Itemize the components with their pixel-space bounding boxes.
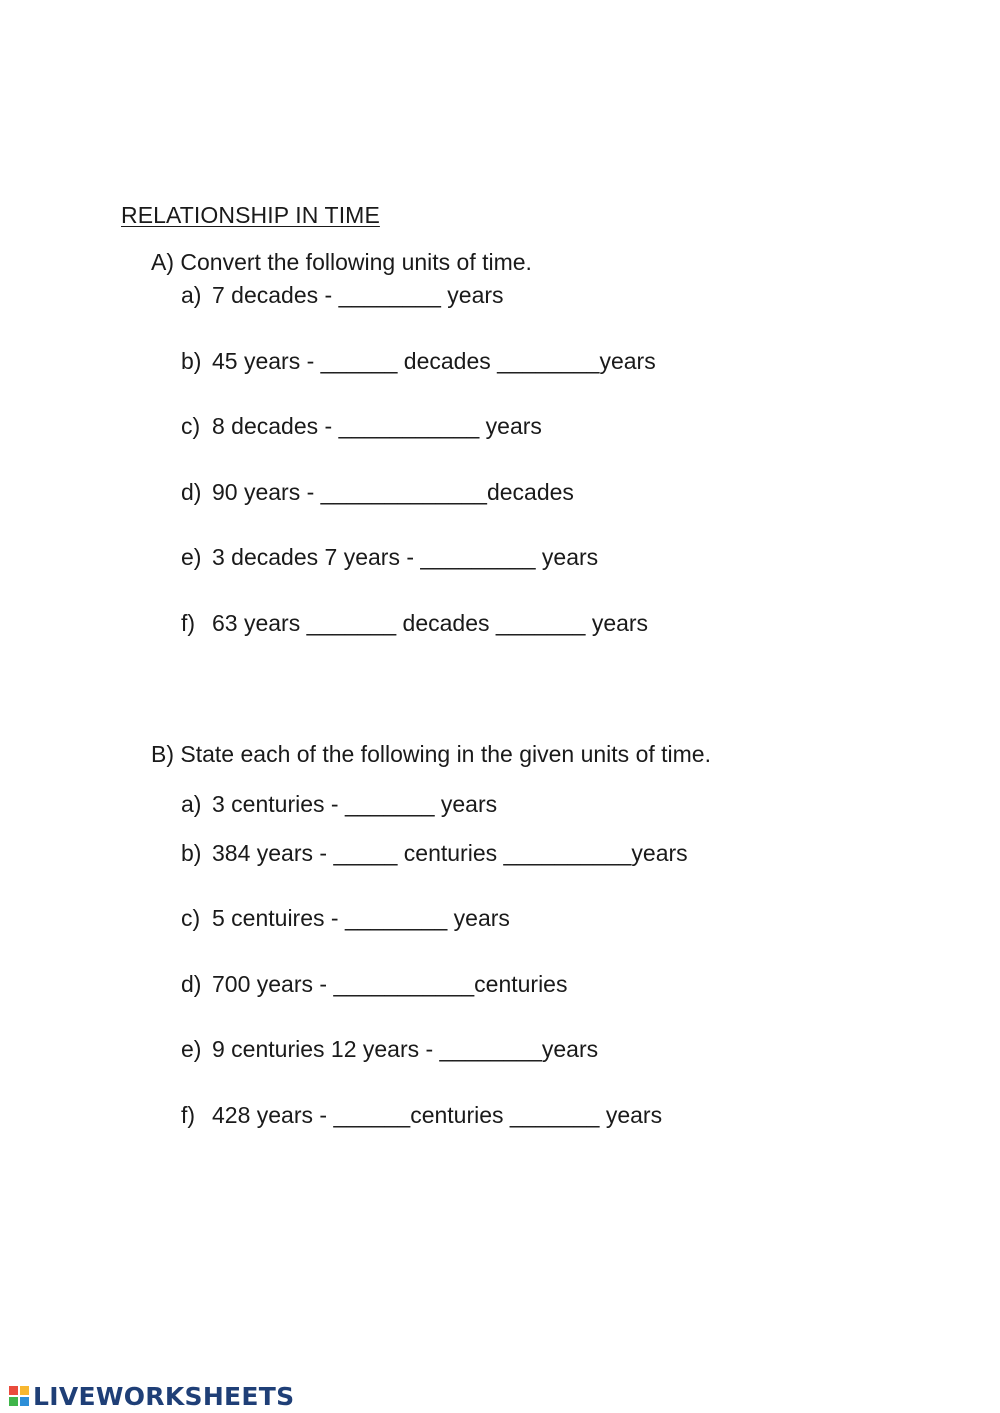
liveworksheets-logo[interactable] (8, 1380, 294, 1412)
logo-block (8, 1385, 19, 1396)
item-text: 45 years - ______ decades ________years (212, 348, 656, 374)
logo-block (19, 1385, 30, 1396)
item-label: d) (181, 479, 202, 505)
item-label: a) (181, 791, 202, 817)
section-a-item (181, 282, 504, 309)
worksheet-title: RELATIONSHIP IN TIME (121, 202, 380, 228)
logo-block (8, 1396, 19, 1407)
logo-text: LIVEWORKSHEETS (33, 1381, 295, 1411)
item-text: 700 years - ___________centuries (212, 971, 568, 997)
item-label: a) (181, 282, 202, 308)
item-label: c) (181, 413, 201, 439)
item-label: b) (181, 348, 202, 374)
item-label: c) (181, 905, 201, 931)
item-text: 3 centuries - _______ years (212, 791, 498, 817)
logo-block (19, 1396, 30, 1407)
item-label: e) (181, 544, 202, 570)
item-text: 5 centuires - ________ years (212, 905, 510, 931)
section-a-item (181, 544, 598, 571)
item-text: 8 decades - ___________ years (212, 413, 542, 439)
logo-blocks-icon (8, 1385, 30, 1407)
item-label: e) (181, 1036, 202, 1062)
item-label: f) (181, 1102, 196, 1128)
section-a-item (181, 413, 542, 440)
section-a-item (181, 610, 648, 637)
section-b-item (181, 791, 497, 818)
item-text: 384 years - _____ centuries __________years (212, 840, 688, 866)
item-label: d) (181, 971, 202, 997)
item-text: 428 years - ______centuries _______ years (212, 1102, 663, 1128)
item-label: f) (181, 610, 196, 636)
section-b-item (181, 971, 567, 998)
section-a-heading: A) Convert the following units of time. (151, 249, 532, 275)
section-a-item (181, 479, 574, 506)
section-b-item (181, 1036, 598, 1063)
item-text: 9 centuries 12 years - ________years (212, 1036, 599, 1062)
item-text: 63 years _______ decades _______ years (212, 610, 649, 636)
section-b-item (181, 840, 688, 867)
item-label: b) (181, 840, 202, 866)
item-text: 3 decades 7 years - _________ years (212, 544, 599, 570)
section-b-item (181, 905, 510, 932)
section-b-heading: B) State each of the following in the given units of time. (151, 741, 711, 767)
section-a-item (181, 348, 656, 375)
item-text: 90 years - _____________decades (212, 479, 574, 505)
section-b-item (181, 1102, 662, 1129)
item-text: 7 decades - ________ years (212, 282, 504, 308)
